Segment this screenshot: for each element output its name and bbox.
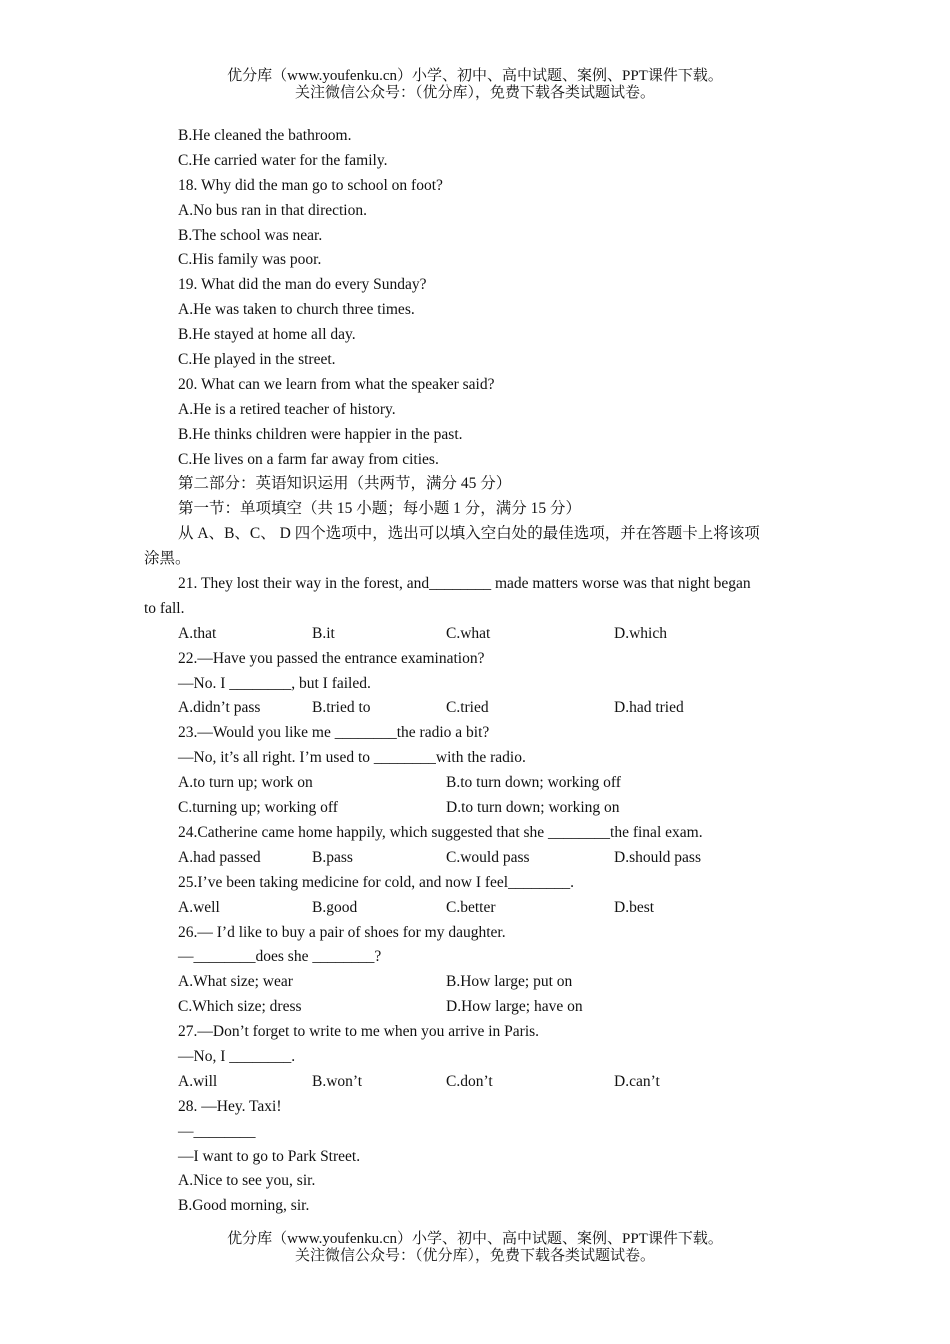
q26-option-c: C.Which size; dress — [178, 998, 302, 1016]
q22-response: —No. I ________, but I failed. — [178, 674, 371, 692]
q23-options-row-1 — [144, 771, 808, 796]
q28-question: 28. —Hey. Taxi! — [178, 1097, 282, 1115]
q17-option-b: B.He cleaned the bathroom. — [178, 127, 352, 144]
q22-option-c: C.tried — [446, 699, 489, 717]
q26-options-row-1 — [144, 970, 808, 995]
q26-question: 26.— I’d like to buy a pair of shoes for my daughter. — [178, 923, 506, 941]
q26-options-row-2 — [144, 995, 808, 1020]
q22-option-d: D.had tried — [614, 699, 684, 717]
q20-option-c: C.He lives on a farm far away from cities. — [178, 450, 439, 468]
q27-response: —No, I ________. — [178, 1047, 296, 1065]
q24-options — [144, 846, 808, 871]
q22-option-b: B.tried to — [312, 699, 371, 717]
q24-option-d: D.should pass — [614, 848, 701, 866]
q22-question: 22.—Have you passed the entrance examination? — [178, 649, 485, 667]
q24-option-c: C.would pass — [446, 848, 530, 866]
page-header — [0, 68, 950, 102]
q22-options — [144, 696, 808, 721]
q25-option-d: D.best — [614, 898, 655, 916]
footer-line-1: 优分库（www.youfenku.cn）小学、初中、高中试题、案例、PPT课件下载。 — [227, 1231, 723, 1247]
q23-response: —No, it’s all right. I’m used to ________with the radio. — [178, 749, 526, 767]
page-footer — [0, 1231, 950, 1265]
q18-option-a: A.No bus ran in that direction. — [178, 201, 367, 219]
q20-option-b: B.He thinks children were happier in the past. — [178, 425, 463, 443]
q23-option-c: C.turning up; working off — [178, 799, 338, 817]
q21-option-a: A.that — [178, 624, 217, 642]
q23-question: 23.—Would you like me ________the radio a bit? — [178, 724, 490, 742]
q23-option-d: D.to turn down; working on — [446, 799, 620, 817]
q23-option-a: A.to turn up; work on — [178, 774, 313, 792]
q27-question: 27.—Don’t forget to write to me when you arrive in Paris. — [178, 1023, 540, 1041]
q19-option-c: C.He played in the street. — [178, 351, 336, 369]
q27-option-d: D.can’t — [614, 1072, 660, 1090]
q26-option-d: D.How large; have on — [446, 998, 583, 1016]
q24-question: 24.Catherine came home happily, which suggested that she ________the final exam. — [178, 823, 703, 841]
q26-response: —________does she ________? — [178, 948, 382, 966]
q25-option-a: A.well — [178, 898, 220, 916]
q26-option-a: A.What size; wear — [178, 973, 293, 991]
q22-option-a: A.didn’t pass — [178, 699, 261, 717]
document-body — [144, 124, 808, 1219]
q18-option-c: C.His family was poor. — [178, 251, 322, 269]
q19-question: 19. What did the man do every Sunday? — [178, 276, 427, 294]
part2-title: 第二部分：英语知识运用（共两节，满分 45 分） — [178, 475, 512, 493]
q21-option-c: C.what — [446, 624, 491, 642]
q23-option-b: B.to turn down; working off — [446, 774, 621, 792]
q20-option-a: A.He is a retired teacher of history. — [178, 400, 396, 418]
q17-option-c: C.He carried water for the family. — [178, 151, 388, 169]
q21-option-b: B.it — [312, 624, 335, 642]
header-line-2: 关注微信公众号：（优分库），免费下载各类试题试卷。 — [294, 85, 655, 101]
q27-option-b: B.won’t — [312, 1072, 363, 1090]
q25-options — [144, 896, 808, 921]
q27-options — [144, 1070, 808, 1095]
q25-option-b: B.good — [312, 898, 358, 916]
q24-option-a: A.had passed — [178, 848, 261, 866]
header-line-1: 优分库（www.youfenku.cn）小学、初中、高中试题、案例、PPT课件下载。 — [227, 68, 723, 84]
q26-option-b: B.How large; put on — [446, 973, 573, 991]
q21-question: 21. They lost their way in the forest, and________ made matters worse was that night began — [178, 575, 751, 593]
q23-options-row-2 — [144, 796, 808, 821]
footer-line-2: 关注微信公众号：（优分库），免费下载各类试题试卷。 — [294, 1248, 655, 1264]
q28-option-a: A.Nice to see you, sir. — [178, 1172, 316, 1190]
q24-option-b: B.pass — [312, 848, 353, 866]
q21-option-d: D.which — [614, 624, 667, 642]
q18-question: 18. Why did the man go to school on foot? — [178, 176, 443, 194]
instructions-line-2: 涂黑。 — [144, 550, 191, 568]
q28-response-blank: —________ — [178, 1122, 256, 1140]
instructions-line-1: 从 A、B、C、 D 四个选项中，选出可以填入空白处的最佳选项，并在答题卡上将该项 — [178, 525, 760, 543]
q28-option-b: B.Good morning, sir. — [178, 1197, 310, 1215]
q18-option-b: B.The school was near. — [178, 226, 323, 244]
section1-title: 第一节：单项填空（共 15 小题；每小题 1 分，满分 15 分） — [178, 500, 582, 518]
q27-option-c: C.don’t — [446, 1072, 493, 1090]
q25-option-c: C.better — [446, 898, 496, 916]
q25-question: 25.I’ve been taking medicine for cold, and now I feel________. — [178, 873, 574, 891]
q21-question-cont: to fall. — [144, 599, 185, 617]
q21-options — [144, 622, 808, 647]
q19-option-a: A.He was taken to church three times. — [178, 301, 415, 319]
q27-option-a: A.will — [178, 1072, 218, 1090]
q19-option-b: B.He stayed at home all day. — [178, 326, 356, 344]
q20-question: 20. What can we learn from what the speaker said? — [178, 375, 495, 393]
q28-response: —I want to go to Park Street. — [178, 1147, 361, 1165]
